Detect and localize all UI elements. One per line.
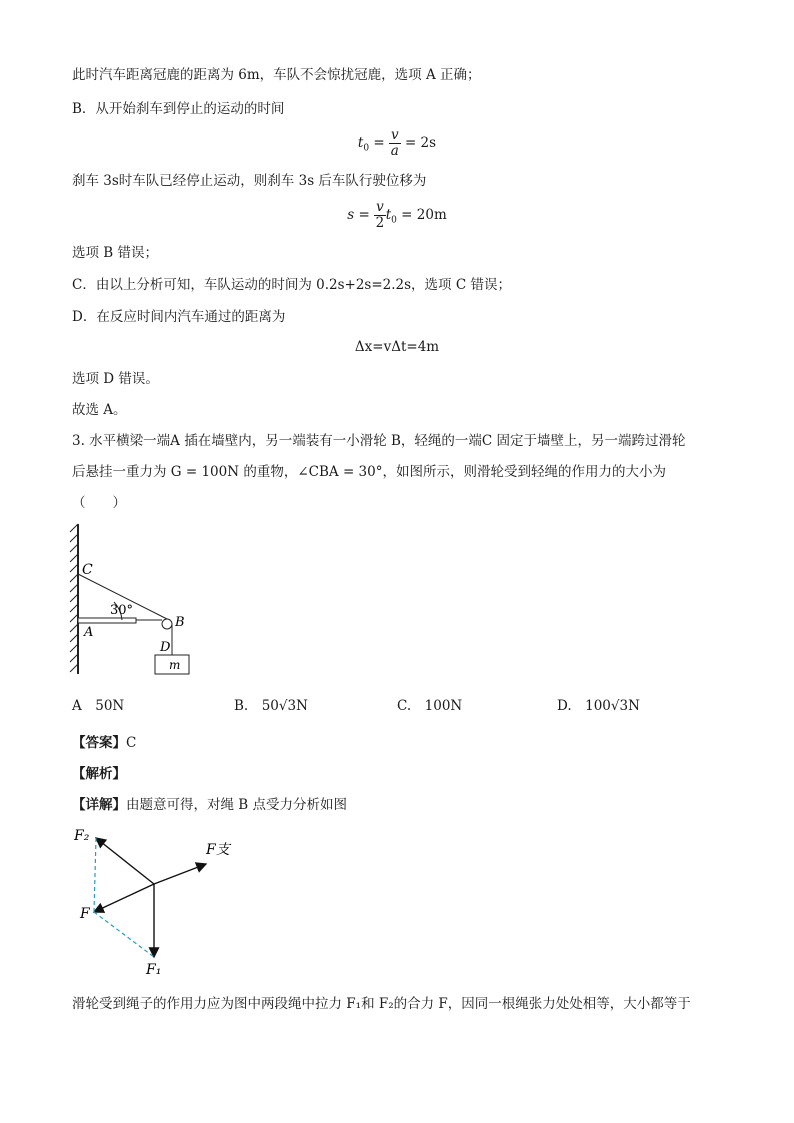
eq2-rhs: = 20m — [401, 207, 447, 223]
text-line-1: 此时汽车距离冠鹿的距离为 6m，车队不会惊扰冠鹿，选项 A 正确； — [72, 67, 481, 83]
option-b: B. 50√3N — [234, 698, 308, 714]
question-3-line-2: 后悬挂一重力为 G = 100N 的重物，∠CBA = 30°，如图所示，则滑轮受到轻绳的作用力的大小为 — [72, 464, 666, 480]
option-d: D. 100√3N — [557, 698, 640, 714]
answer-line — [72, 734, 136, 752]
eq1-num: v — [391, 127, 399, 143]
dashed-line-2 — [94, 912, 154, 957]
equation-1: $t_0$ = $\frac{v}{a}$ = 2s — [357, 127, 437, 159]
option-a: A 50N — [72, 698, 125, 714]
detail-line — [72, 796, 347, 814]
label-b: B — [175, 615, 185, 630]
eq2-den: 2 — [375, 215, 385, 231]
last-text-line: 滑轮受到绳子的作用力应为图中两段绳中拉力 F₁和 F₂的合力 F，因同一根绳张力处处相等，大小都等于 — [72, 996, 691, 1012]
label-a: A — [84, 625, 94, 640]
text-line-6: D．在反应时间内汽车通过的距离为 — [72, 309, 286, 325]
arrow-f2 — [96, 838, 154, 884]
text-line-5: C．由以上分析可知，车队运动的时间为 0.2s+2s=2.2s，选项 C 错误； — [72, 277, 511, 293]
label-f: F — [80, 906, 90, 922]
eq2-lhs: s = — [347, 207, 370, 223]
equation-2 — [0, 200, 794, 231]
option-c: C. 100N — [397, 698, 463, 714]
label-d: D — [160, 640, 171, 655]
pulley-diagram — [66, 522, 206, 682]
analysis-tag: 【解析】 — [72, 766, 126, 782]
text-line-8: 故选 A。 — [72, 402, 127, 418]
wall-hatching — [70, 524, 78, 672]
eq1-fraction — [389, 128, 401, 159]
question-3-line-1: 3. 水平横梁一端A 插在墙壁内，另一端装有一小滑轮 B，轻绳的一端C 固定于墙壁上，另一端跨过滑轮 — [72, 433, 686, 449]
eq2-fraction — [374, 200, 386, 231]
label-f2: F₂ — [74, 828, 90, 844]
force-diagram — [66, 822, 246, 982]
answer-tag: 【答案】 — [72, 735, 126, 751]
answer-value: C — [126, 735, 137, 751]
pulley — [162, 619, 172, 629]
text-line-4: 选项 B 错误； — [72, 245, 159, 261]
eq1-rhs: = 2s — [404, 135, 437, 151]
eq2-sub: 0 — [391, 215, 397, 226]
dashed-line-1 — [94, 838, 96, 912]
eq2-t: t — [385, 207, 392, 223]
beam — [78, 618, 136, 623]
question-3-line-3: （ ） — [72, 495, 126, 511]
arrow-fzhi — [154, 864, 206, 884]
text-line-7: 选项 D 错误。 — [72, 371, 159, 387]
eq1-den: a — [390, 143, 399, 159]
detail-text: 由题意可得，对绳 B 点受力分析如图 — [126, 797, 348, 813]
label-f1: F₁ — [146, 962, 162, 978]
text-line-3: 刹车 3s时车队已经停止运动，则刹车 3s 后车队行驶位移为 — [72, 173, 427, 189]
label-m: m — [169, 658, 181, 672]
eq1-sub: 0 — [363, 143, 370, 154]
arrow-f — [94, 884, 154, 912]
eq1-lhs: t — [357, 135, 364, 151]
text-line-2: B．从开始刹车到停止的运动的时间 — [72, 101, 285, 117]
detail-tag: 【详解】 — [72, 797, 126, 813]
label-c: C — [82, 562, 93, 578]
eq2-num: v — [376, 199, 384, 215]
equation-3: Δx=vΔt=4m — [354, 339, 440, 355]
angle-label: 30° — [110, 603, 134, 618]
label-fzhi: F支 — [206, 842, 230, 858]
